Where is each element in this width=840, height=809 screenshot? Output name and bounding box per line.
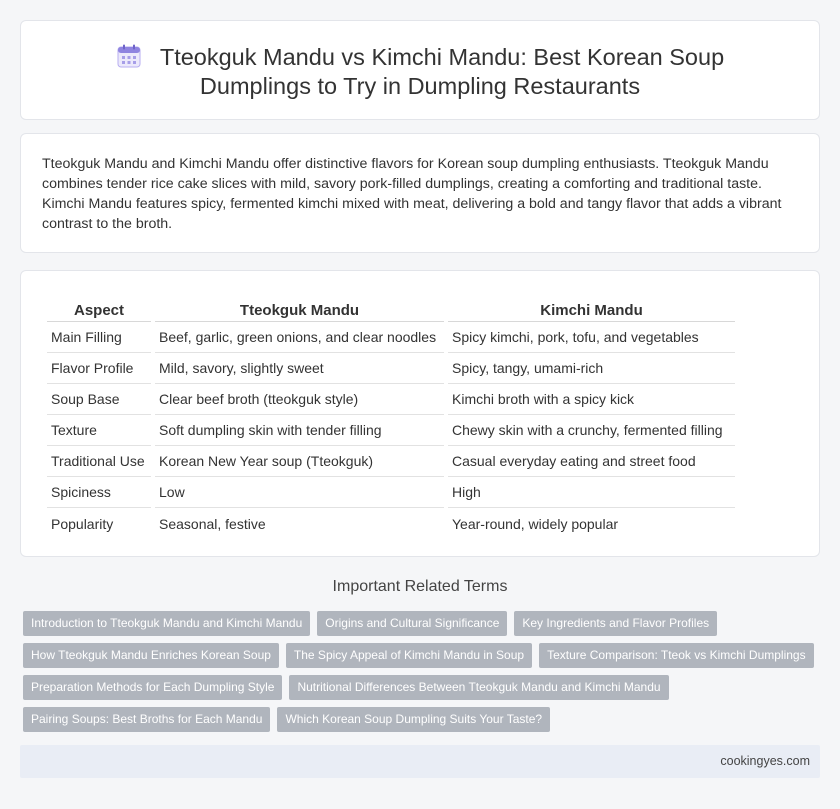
term-tag[interactable]: The Spicy Appeal of Kimchi Mandu in Soup <box>286 643 532 668</box>
term-tag[interactable]: Key Ingredients and Flavor Profiles <box>514 611 717 636</box>
term-tag[interactable]: Nutritional Differences Between Tteokguk Mandu and Kimchi Mandu <box>289 675 668 700</box>
table-cell: Soft dumpling skin with tender filling <box>155 415 444 446</box>
table-cell: Spicy, tangy, umami-rich <box>448 353 735 384</box>
table-cell: Korean New Year soup (Tteokguk) <box>155 446 444 477</box>
table-cell: Texture <box>47 415 151 446</box>
table-row <box>47 446 735 477</box>
footer <box>20 745 820 778</box>
table-cell: Soup Base <box>47 384 151 415</box>
related-terms-list <box>23 611 823 739</box>
term-tag[interactable]: Preparation Methods for Each Dumpling Style <box>23 675 282 700</box>
table-cell: Mild, savory, slightly sweet <box>155 353 444 384</box>
term-tag[interactable]: How Tteokguk Mandu Enriches Korean Soup <box>23 643 279 668</box>
table-cell: Seasonal, festive <box>159 515 266 532</box>
table-header-row <box>47 295 735 322</box>
table-cell: Flavor Profile <box>47 353 151 384</box>
table-cell: Low <box>155 477 444 508</box>
table-cell: Clear beef broth (tteokguk style) <box>155 384 444 415</box>
term-row <box>23 707 823 733</box>
related-terms-title: Important Related Terms <box>332 578 508 595</box>
header-kimchi-mandu: Kimchi Mandu <box>448 295 735 322</box>
term-tag[interactable]: Pairing Soups: Best Broths for Each Mandu <box>23 707 270 732</box>
table-row <box>47 508 735 539</box>
table-cell: High <box>448 477 735 508</box>
table-row <box>47 384 735 415</box>
table-cell: Beef, garlic, green onions, and clear noodles <box>155 322 444 353</box>
header-aspect: Aspect <box>47 295 151 322</box>
table-cell: Main Filling <box>47 322 151 353</box>
term-tag[interactable]: Texture Comparison: Tteok vs Kimchi Dumplings <box>539 643 814 668</box>
header-card <box>20 20 820 120</box>
term-row <box>23 675 823 701</box>
table-cell: Year-round, widely popular <box>452 515 619 532</box>
table-row <box>47 353 735 384</box>
term-row <box>23 643 823 669</box>
header-tteokguk-mandu: Tteokguk Mandu <box>155 295 444 322</box>
page-title: Tteokguk Mandu vs Kimchi Mandu: Best Korean Soup Dumplings to Try in Dumpling Restaurants <box>159 44 725 99</box>
calendar-icon <box>116 43 142 69</box>
table-cell: Spiciness <box>47 477 151 508</box>
comparison-table <box>43 295 739 539</box>
table-cell: Spicy kimchi, pork, tofu, and vegetables <box>448 322 735 353</box>
intro-paragraph: Tteokguk Mandu and Kimchi Mandu offer distinctive flavors for Korean soup dumpling enthusiasts. Tteokguk Mandu combines tender rice cake slices with mild, savory pork-filled dumplings, creating a comforting and traditional taste. Kimchi Mandu features spicy, fermented kimchi mixed with meat, delivering a bold and tangy flavor that adds a vibrant contrast to the broth. <box>42 156 782 232</box>
table-row <box>47 415 735 446</box>
page-title-wrap <box>21 43 819 101</box>
table-cell: Popularity <box>51 515 114 532</box>
footer-site[interactable]: cookingyes.com <box>720 754 810 768</box>
term-tag[interactable]: Which Korean Soup Dumpling Suits Your Taste? <box>277 707 550 732</box>
comparison-card <box>20 270 820 557</box>
term-row <box>23 611 823 637</box>
table-row <box>47 477 735 508</box>
table-cell: Chewy skin with a crunchy, fermented filling <box>448 415 735 446</box>
table-cell: Kimchi broth with a spicy kick <box>448 384 735 415</box>
intro-card <box>20 133 820 253</box>
term-tag[interactable]: Introduction to Tteokguk Mandu and Kimchi Mandu <box>23 611 310 636</box>
table-cell: Casual everyday eating and street food <box>448 446 735 477</box>
table-row <box>47 322 735 353</box>
term-tag[interactable]: Origins and Cultural Significance <box>317 611 507 636</box>
table-cell: Traditional Use <box>47 446 151 477</box>
